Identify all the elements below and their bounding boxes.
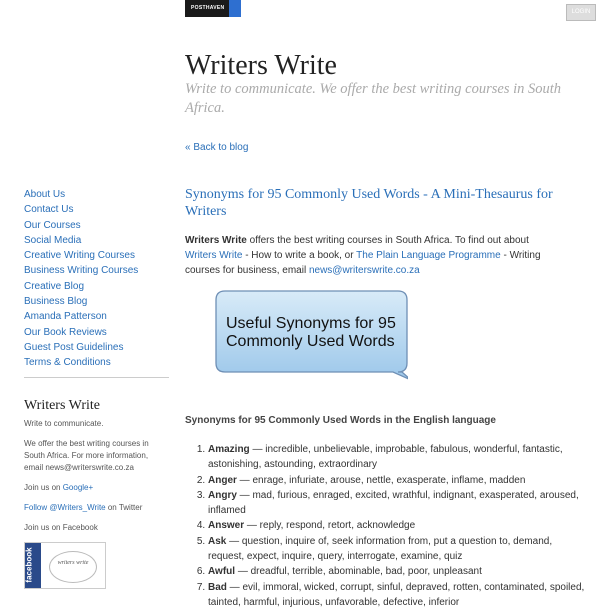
section-heading: Synonyms for 95 Commonly Used Words in the English language — [185, 415, 496, 426]
list-item — [208, 473, 588, 488]
synonym-text: — question, inquire of, seek information from, put a question to, demand, request, expect, inquire, query, interrogate, examine, quiz — [208, 535, 553, 563]
posthaven-logo[interactable] — [185, 0, 241, 17]
intro-text-1: offers the best writing courses in South Africa. To find out about — [246, 235, 529, 246]
sidebar-item-business-blog[interactable]: Business Blog — [24, 296, 88, 308]
sidebar-about-box — [24, 400, 159, 589]
list-item — [208, 580, 588, 610]
synonym-word: Answer — [208, 520, 245, 532]
synonym-text: — evil, immoral, wicked, corrupt, sinful, depraved, rotten, contaminated, spoiled, tainted, harmful, injurious, unfavorable, defective, inferior — [208, 581, 585, 608]
sidebar-item-amanda-patterson[interactable]: Amanda Patterson — [24, 311, 107, 323]
sidebar-item-creative-writing-courses[interactable]: Creative Writing Courses — [24, 250, 135, 262]
list-item — [208, 488, 588, 519]
twitter-suffix: on Twitter — [105, 503, 143, 512]
sidebar-item-terms-conditions[interactable]: Terms & Conditions — [24, 357, 111, 369]
synonym-text: — mad, furious, enraged, excited, wrathful, indignant, exasperated, aroused, inflamed — [208, 489, 579, 517]
sidebar-item-about-us[interactable]: About Us — [24, 189, 66, 200]
sidebar-item-guest-post-guidelines[interactable]: Guest Post Guidelines — [24, 341, 124, 353]
sidebar-item-our-courses[interactable]: Our Courses — [24, 219, 81, 231]
sidebar-nav — [24, 187, 169, 378]
synonym-word: Awful — [208, 566, 236, 578]
list-item — [208, 518, 588, 533]
list-item — [208, 534, 588, 565]
sidebar-item-social-media[interactable]: Social Media — [24, 234, 82, 246]
post-intro — [185, 233, 560, 278]
post-title[interactable]: Synonyms for 95 Commonly Used Words - A Mini-Thesaurus for Writers — [185, 187, 553, 219]
sidebar-box-line2: We offer the best writing courses in South Africa. For more information, email news@writerswrite.co.za — [24, 439, 149, 472]
synonym-word: Angry — [208, 489, 237, 501]
twitter-link[interactable]: Follow @Writers_Write — [24, 503, 106, 512]
sidebar-item-business-writing-courses[interactable]: Business Writing Courses — [24, 265, 139, 277]
back-to-blog-link[interactable]: « Back to blog — [185, 142, 249, 153]
synonym-word: Amazing — [208, 444, 250, 455]
synonym-text: — dreadful, terrible, abominable, bad, poor, unpleasant — [235, 566, 482, 578]
login-button[interactable]: LOGIN — [566, 4, 596, 21]
synonym-word: Ask — [208, 535, 227, 547]
synonym-word: Anger — [208, 474, 237, 486]
synonym-text: — enrage, infuriate, arouse, nettle, exasperate, inflame, madden — [236, 474, 526, 486]
sidebar-twitter — [24, 502, 159, 514]
sidebar-box-line1: Write to communicate. — [24, 419, 104, 428]
facebook-badge[interactable] — [24, 542, 106, 589]
posthaven-logo-accent — [229, 0, 241, 17]
plain-language-link[interactable]: The Plain Language Programme — [356, 250, 501, 261]
facebook-label: facebook — [24, 547, 34, 583]
site-tagline: Write to communicate. We offer the best writing courses in South Africa. — [185, 81, 562, 116]
sidebar-box-title: Writers Write — [24, 398, 100, 413]
writers-write-logo-text: writers write — [57, 560, 89, 566]
speech-bubble-text: Useful Synonyms for 95 Commonly Used Words — [226, 315, 396, 350]
sidebar-item-book-reviews[interactable]: Our Book Reviews — [24, 326, 107, 338]
list-item — [208, 564, 588, 579]
email-link[interactable]: news@writerswrite.co.za — [308, 265, 420, 276]
sidebar-item-contact-us[interactable]: Contact Us — [24, 204, 74, 216]
site-title[interactable]: Writers Write — [185, 50, 337, 81]
writers-write-logo — [49, 551, 97, 583]
synonym-word: Bad — [208, 581, 227, 593]
list-item — [208, 442, 588, 473]
intro-text-3: - Writing courses for business, email — [185, 250, 541, 276]
sidebar-gplus — [24, 482, 159, 494]
posthaven-logo-text: POSTHAVEN — [191, 5, 225, 11]
synonym-text: — incredible, unbelievable, improbable, fabulous, wonderful, fantastic, astonishing, astounding, extraordinary — [208, 444, 563, 471]
facebook-side-bar — [25, 543, 41, 588]
sidebar-facebook-text: Join us on Facebook — [24, 523, 98, 532]
intro-brand: Writers Write — [185, 235, 247, 246]
synonym-list — [185, 442, 588, 610]
intro-text-2: - How to write a book, or — [242, 250, 357, 261]
synonym-text: — reply, respond, retort, acknowledge — [244, 520, 416, 532]
sidebar-item-creative-blog[interactable]: Creative Blog — [24, 280, 85, 292]
gplus-prefix: Join us on — [24, 483, 63, 492]
writers-write-link[interactable]: Writers Write — [185, 250, 243, 261]
google-plus-link[interactable]: Google+ — [62, 483, 94, 492]
